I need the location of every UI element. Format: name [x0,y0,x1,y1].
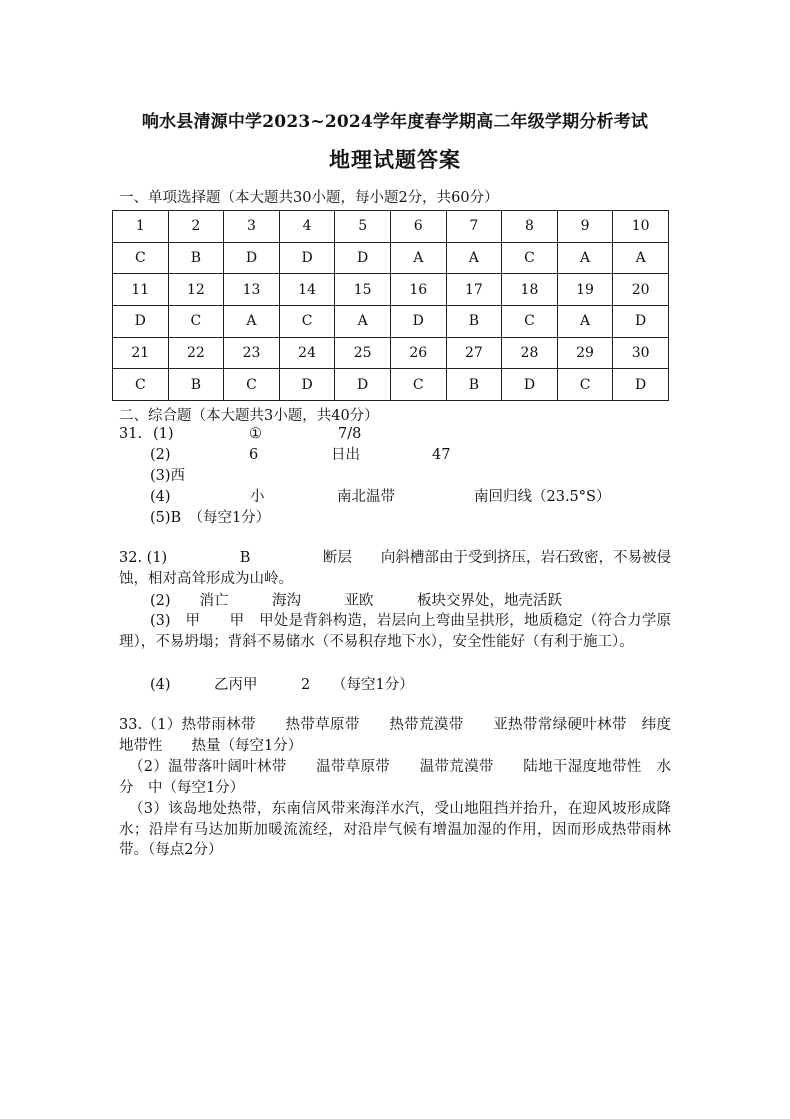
q33-part-3: （3）该岛地处热带，东南信风带来海洋水汽，受山地阻挡并抬升，在迎风坡形成降水；沿岸有马达加斯加暖流流经，对沿岸气候有增温加湿的作用，因而形成热带雨林带。（每点2分） [119,801,671,859]
answer-cell: A [390,242,446,274]
question-number-cell: 3 [224,211,280,243]
q33-part-1: 33.（1）热带雨林带 热带草原带 热带荒漠带 亚热带常绿硬叶林带 纬度地带性 热量（每空1分） [119,717,671,754]
answer-cell: D [279,369,335,401]
question-number-row [113,211,669,243]
question-number-cell: 11 [113,274,169,306]
question-number-cell: 22 [168,337,224,369]
question-number-cell: 26 [390,337,446,369]
q31-part-3: (3)西 [150,468,186,484]
answer-table [112,210,669,401]
question-number-cell: 23 [224,337,280,369]
question-number-cell: 30 [613,337,669,369]
question-number-cell: 20 [613,274,669,306]
answer-row [113,305,669,337]
q31-part-4-label: (4) [150,489,171,505]
question-number-cell: 15 [335,274,391,306]
answer-cell: D [279,242,335,274]
q31-part-2-answer-a: 6 [249,447,259,463]
answer-cell: C [168,305,224,337]
answer-cell: D [613,369,669,401]
answer-cell: A [613,242,669,274]
answer-cell: C [113,369,169,401]
q33-part-2: （2）温带落叶阔叶林带 温带草原带 温带荒漠带 陆地干湿度地带性 水分 中（每空1分） [119,759,671,796]
q31-part-5: (5)B （每空1分） [150,510,271,526]
q32-part-3: (3) 甲 甲 甲处是背斜构造，岩层向上弯曲呈拱形，地质稳定（符合力学原理），不易坍塌；背斜不易储水（不易积存地下水），安全性能好（有利于施工）。 [119,613,671,650]
answer-cell: B [168,369,224,401]
answer-cell: C [279,305,335,337]
question-number-cell: 16 [390,274,446,306]
question-number-cell: 12 [168,274,224,306]
school-exam-title: 响水县清源中学2023~2024学年度春学期高二年级学期分析考试 [141,112,649,132]
question-number-cell: 14 [279,274,335,306]
answer-row [113,369,669,401]
q31-part-2-answer-c: 47 [432,447,451,463]
q31-part-2-label: (2) [150,447,171,463]
question-number-cell: 7 [446,211,502,243]
section-1-heading: 一、单项选择题（本大题共30小题，每小题2分，共60分） [119,190,499,206]
answer-cell: C [113,242,169,274]
question-number-cell: 29 [557,337,613,369]
answer-cell: C [557,369,613,401]
answer-cell: D [224,242,280,274]
question-number-cell: 2 [168,211,224,243]
answer-cell: D [502,369,558,401]
q31-part-4-answer-c: 南回归线（23.5°S） [474,489,611,505]
answer-cell: A [557,242,613,274]
answer-cell: D [335,369,391,401]
question-number-cell: 13 [224,274,280,306]
answer-cell: B [446,305,502,337]
answer-cell: D [113,305,169,337]
answer-row [113,242,669,274]
question-number-cell: 8 [502,211,558,243]
question-number-cell: 21 [113,337,169,369]
q31-part-1-answer-a: ① [249,426,262,442]
answer-cell: B [168,242,224,274]
answer-cell: C [390,369,446,401]
question-number-cell: 25 [335,337,391,369]
question-number-cell: 27 [446,337,502,369]
question-number-cell: 6 [390,211,446,243]
question-number-cell: 5 [335,211,391,243]
q31-part-1-answer-b: 7/8 [338,426,362,442]
answer-cell: B [446,369,502,401]
question-number-row [113,337,669,369]
section-2-heading: 二、综合题（本大题共3小题，共40分） [119,408,379,424]
question-number-cell: 1 [113,211,169,243]
question-number-cell: 9 [557,211,613,243]
answer-cell: D [335,242,391,274]
answer-cell: D [390,305,446,337]
q32-part-4: (4) 乙丙甲 2 （每空1分） [150,677,414,693]
question-number-cell: 17 [446,274,502,306]
answer-cell: A [557,305,613,337]
answer-cell: A [446,242,502,274]
question-number-cell: 28 [502,337,558,369]
q32-part-2: (2) 消亡 海沟 亚欧 板块交界处，地壳活跃 [150,593,563,609]
question-number-cell: 24 [279,337,335,369]
answer-cell: D [613,305,669,337]
subject-title: 地理试题答案 [329,147,461,172]
answer-cell: C [224,369,280,401]
question-number-cell: 10 [613,211,669,243]
answer-cell: A [335,305,391,337]
question-number-cell: 19 [557,274,613,306]
q31-part-4-answer-b: 南北温带 [337,489,395,505]
q31-part-1-label: (1) [153,426,174,442]
answer-cell: C [502,242,558,274]
question-number-cell: 4 [279,211,335,243]
answer-cell: C [502,305,558,337]
q31-number: 31. [119,426,143,442]
question-number-cell: 18 [502,274,558,306]
q31-part-2-answer-b: 日出 [331,447,360,463]
q31-part-4-answer-a: 小 [250,489,265,505]
q32-part-1: 32. (1) B 断层 向斜槽部由于受到挤压，岩石致密，不易被侵蚀，相对高耸形成为山岭。 [119,550,671,587]
question-number-row [113,274,669,306]
answer-cell: A [224,305,280,337]
